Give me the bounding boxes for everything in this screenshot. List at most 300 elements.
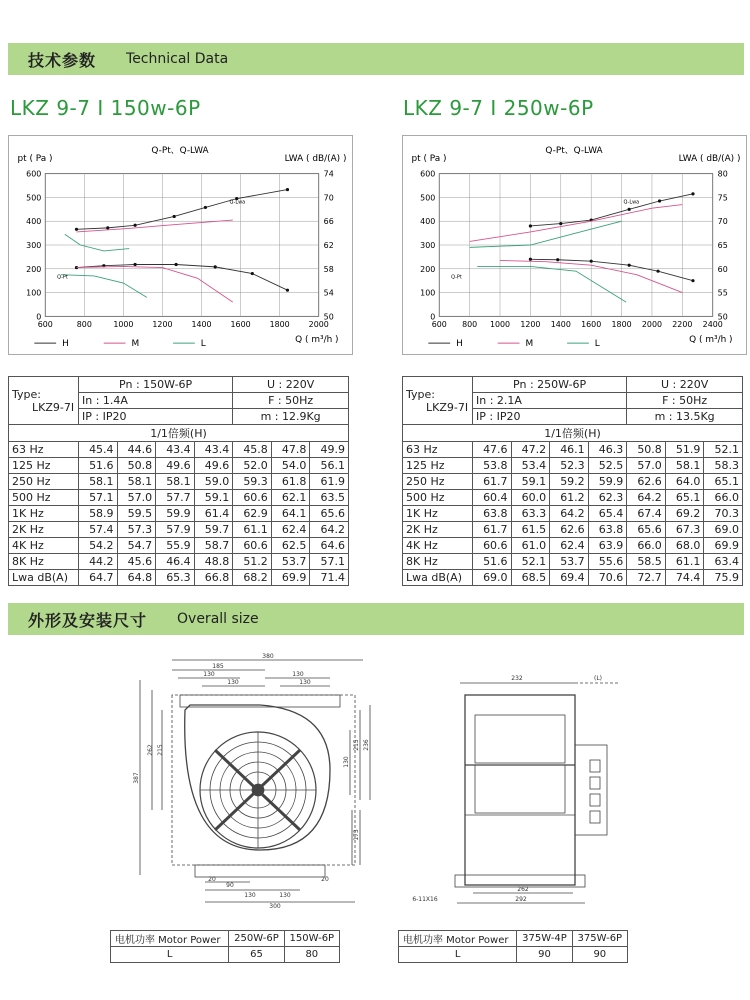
x-tick-label: 2400 <box>702 320 723 330</box>
x-tick-label: 1200 <box>152 320 173 330</box>
current: In : 1.4A <box>79 393 233 409</box>
band-value: 59.1 <box>511 474 550 490</box>
band-value: 54.0 <box>271 458 310 474</box>
band-value: 57.3 <box>117 522 156 538</box>
x-tick-label: 1600 <box>581 320 602 330</box>
band-value: 63.3 <box>511 506 550 522</box>
dim-slot: 6-11X16 <box>412 896 438 903</box>
band-value: 60.0 <box>511 490 550 506</box>
dim-262-side: 262 <box>517 886 529 893</box>
motor-col-header: 375W-6P <box>572 931 627 947</box>
dim-130-e: 130 <box>343 756 350 768</box>
band-value: 66.0 <box>704 490 743 506</box>
band-value: 63.4 <box>704 554 743 570</box>
band-value: 65.3 <box>156 570 195 586</box>
data-point <box>134 263 137 266</box>
band-value: 61.1 <box>233 522 272 538</box>
band-label: Lwa dB(A) <box>403 570 473 586</box>
series-line-m <box>470 205 683 242</box>
x-axis-label: Q ( m³/h ) <box>295 335 339 346</box>
band-value: 66.0 <box>627 538 666 554</box>
type-cell <box>403 377 473 425</box>
y-tick-label: 400 <box>26 217 42 227</box>
table-row <box>403 554 743 570</box>
y2-tick-label: 65 <box>717 240 728 250</box>
y-tick-label: 600 <box>420 169 436 179</box>
band-value: 61.9 <box>310 474 349 490</box>
y2-tick-label: 54 <box>323 288 334 298</box>
front-view-drawing <box>120 650 380 910</box>
motor-power-label: 电机功率 Motor Power <box>111 931 229 947</box>
band-value: 52.1 <box>511 554 550 570</box>
motor-row-value: 65 <box>229 947 284 963</box>
band-value: 60.6 <box>233 490 272 506</box>
legend-label: L <box>594 339 600 350</box>
table-row <box>403 506 743 522</box>
band-value: 57.1 <box>310 554 349 570</box>
y2-tick-label: 70 <box>323 193 334 203</box>
table-row <box>9 458 349 474</box>
dim-215-right: 215 <box>353 739 360 751</box>
band-value: 57.4 <box>79 522 118 538</box>
band-value: 55.9 <box>156 538 195 554</box>
band-value: 66.8 <box>194 570 233 586</box>
x-tick-label: 1000 <box>489 320 511 330</box>
band-value: 58.1 <box>156 474 195 490</box>
band-value: 46.3 <box>588 442 627 458</box>
band-value: 65.6 <box>627 522 666 538</box>
band-value: 75.9 <box>704 570 743 586</box>
table-row <box>403 522 743 538</box>
y-tick-label: 500 <box>26 193 42 203</box>
dim-90: 90 <box>226 882 234 889</box>
table-row <box>403 570 743 586</box>
curve-label-lwa: Q-Lwa <box>623 199 640 206</box>
table-row <box>9 570 349 586</box>
band-value: 64.2 <box>310 522 349 538</box>
section-title-en: Technical Data <box>126 51 229 67</box>
motor-row-label: L <box>399 947 517 963</box>
band-value: 57.9 <box>156 522 195 538</box>
band-value: 57.7 <box>156 490 195 506</box>
y2-tick-label: 50 <box>323 312 334 322</box>
y-tick-label: 100 <box>420 288 436 298</box>
data-point <box>286 188 289 191</box>
band-value: 52.3 <box>550 458 589 474</box>
band-value: 69.2 <box>665 506 704 522</box>
data-point <box>134 224 137 227</box>
band-value: 63.8 <box>588 522 627 538</box>
band-value: 62.3 <box>588 490 627 506</box>
mass: m : 13.5Kg <box>627 409 743 425</box>
band-value: 58.5 <box>627 554 666 570</box>
band-value: 59.9 <box>588 474 627 490</box>
band-value: 58.1 <box>117 474 156 490</box>
band-value: 57.0 <box>627 458 666 474</box>
dim-292: 292 <box>515 896 527 903</box>
band-value: 48.8 <box>194 554 233 570</box>
x-tick-label: 1400 <box>191 320 212 330</box>
band-value: 51.6 <box>79 458 118 474</box>
band-value: 64.8 <box>117 570 156 586</box>
band-value: 44.2 <box>79 554 118 570</box>
y2-tick-label: 55 <box>717 288 728 298</box>
y2-tick-label: 80 <box>717 169 728 179</box>
y2-tick-label: 50 <box>717 312 728 322</box>
spec-table-left <box>8 376 349 586</box>
y2-tick-label: 66 <box>323 217 334 227</box>
band-value: 69.0 <box>704 522 743 538</box>
band-value: 51.6 <box>473 554 512 570</box>
table-row <box>403 442 743 458</box>
band-value: 47.2 <box>511 442 550 458</box>
dim-185: 185 <box>212 663 224 670</box>
dim-236: 236 <box>363 739 370 751</box>
model-title-left: LKZ 9-7 I 150w-6P <box>10 96 201 120</box>
dim-130-b: 130 <box>292 671 304 678</box>
data-point <box>628 264 631 267</box>
band-value: 59.0 <box>194 474 233 490</box>
band-value: 74.4 <box>665 570 704 586</box>
dim-215-left: 215 <box>157 744 164 756</box>
band-value: 67.3 <box>665 522 704 538</box>
data-point <box>658 199 661 202</box>
band-label: 63 Hz <box>9 442 79 458</box>
band-label: 8K Hz <box>403 554 473 570</box>
band-value: 53.8 <box>473 458 512 474</box>
motor-col-header: 150W-6P <box>284 931 339 947</box>
band-value: 57.0 <box>117 490 156 506</box>
y-tick-label: 0 <box>36 312 42 322</box>
band-label: 500 Hz <box>403 490 473 506</box>
band-label: 4K Hz <box>9 538 79 554</box>
motor-row-label: L <box>111 947 229 963</box>
table-row <box>9 442 349 458</box>
band-value: 52.5 <box>588 458 627 474</box>
spec-table-right <box>402 376 743 586</box>
band-value: 61.1 <box>665 554 704 570</box>
legend-label: M <box>525 339 534 350</box>
table-row <box>9 506 349 522</box>
band-label: 63 Hz <box>403 442 473 458</box>
table-row <box>9 474 349 490</box>
band-value: 58.1 <box>665 458 704 474</box>
band-value: 43.4 <box>194 442 233 458</box>
y-tick-label: 100 <box>26 288 42 298</box>
data-point <box>529 258 532 261</box>
model-title-right: LKZ 9-7 I 250w-6P <box>403 96 594 120</box>
band-value: 58.7 <box>194 538 233 554</box>
band-value: 50.8 <box>627 442 666 458</box>
band-value: 46.4 <box>156 554 195 570</box>
band-value: 53.4 <box>511 458 550 474</box>
x-tick-label: 1800 <box>269 320 290 330</box>
data-point <box>106 226 109 229</box>
band-label: 500 Hz <box>9 490 79 506</box>
band-value: 52.1 <box>704 442 743 458</box>
band-value: 62.6 <box>550 522 589 538</box>
motor-row-value: 90 <box>517 947 572 963</box>
band-value: 63.8 <box>473 506 512 522</box>
dim-232: 232 <box>511 675 523 682</box>
type-cell <box>9 377 79 425</box>
y-tick-label: 0 <box>430 312 436 322</box>
legend-label: M <box>131 339 140 350</box>
y-tick-label: 300 <box>420 240 436 250</box>
dim-130-d: 130 <box>299 679 311 686</box>
band-value: 64.2 <box>627 490 666 506</box>
band-label: 8K Hz <box>9 554 79 570</box>
band-value: 65.1 <box>704 474 743 490</box>
band-value: 60.6 <box>473 538 512 554</box>
ip-rating: IP : IP20 <box>473 409 627 425</box>
dim-130-g: 130 <box>279 892 291 899</box>
band-value: 59.9 <box>156 506 195 522</box>
band-value: 64.2 <box>550 506 589 522</box>
y-axis-label: pt ( Pa ) <box>17 153 53 164</box>
band-value: 70.3 <box>704 506 743 522</box>
band-label: Lwa dB(A) <box>9 570 79 586</box>
table-row <box>403 474 743 490</box>
data-point <box>251 272 254 275</box>
band-value: 62.9 <box>233 506 272 522</box>
mass: m : 12.9Kg <box>233 409 349 425</box>
x-tick-label: 2200 <box>672 320 693 330</box>
band-value: 69.9 <box>704 538 743 554</box>
band-value: 62.1 <box>271 490 310 506</box>
y-tick-label: 200 <box>26 264 42 274</box>
y2-tick-label: 58 <box>323 264 334 274</box>
band-label: 250 Hz <box>9 474 79 490</box>
curve-label-lwa: Q-Lwa <box>229 199 246 206</box>
band-label: 1K Hz <box>9 506 79 522</box>
y-tick-label: 600 <box>26 169 42 179</box>
band-label: 125 Hz <box>403 458 473 474</box>
band-value: 59.2 <box>550 474 589 490</box>
octave-header: 1/1倍频(H) <box>9 425 349 442</box>
y2-axis-label: LWA ( dB/(A) ) <box>678 153 741 164</box>
band-value: 65.4 <box>588 506 627 522</box>
data-point <box>691 192 694 195</box>
band-value: 58.3 <box>704 458 743 474</box>
band-value: 61.7 <box>473 522 512 538</box>
rated-power: Pn : 250W-6P <box>473 377 627 393</box>
band-value: 60.6 <box>233 538 272 554</box>
band-value: 68.0 <box>665 538 704 554</box>
band-value: 71.4 <box>310 570 349 586</box>
band-value: 65.1 <box>665 490 704 506</box>
motor-col-header: 375W-4P <box>517 931 572 947</box>
motor-col-header: 250W-6P <box>229 931 284 947</box>
table-row <box>9 522 349 538</box>
table-row <box>403 538 743 554</box>
series-line-l <box>61 275 147 298</box>
band-value: 64.7 <box>79 570 118 586</box>
data-point <box>691 279 694 282</box>
dim-130-f: 130 <box>244 892 256 899</box>
series-line-m <box>76 266 232 302</box>
voltage: U : 220V <box>627 377 743 393</box>
band-value: 54.2 <box>79 538 118 554</box>
x-tick-label: 2000 <box>641 320 663 330</box>
band-value: 69.9 <box>271 570 310 586</box>
band-value: 61.4 <box>194 506 233 522</box>
dim-262: 262 <box>147 744 154 756</box>
band-value: 60.4 <box>473 490 512 506</box>
current: In : 2.1A <box>473 393 627 409</box>
band-label: 125 Hz <box>9 458 79 474</box>
table-row <box>9 538 349 554</box>
side-view-drawing <box>395 665 635 915</box>
band-value: 61.7 <box>473 474 512 490</box>
dim-130-a: 130 <box>203 671 215 678</box>
band-value: 51.2 <box>233 554 272 570</box>
band-value: 64.0 <box>665 474 704 490</box>
technical-data-banner <box>8 43 744 75</box>
band-value: 61.2 <box>550 490 589 506</box>
band-value: 70.6 <box>588 570 627 586</box>
band-value: 67.4 <box>627 506 666 522</box>
band-value: 50.8 <box>117 458 156 474</box>
y-axis-label: pt ( Pa ) <box>411 153 447 164</box>
data-point <box>175 263 178 266</box>
band-value: 65.6 <box>310 506 349 522</box>
legend-label: L <box>200 339 206 350</box>
band-value: 53.7 <box>550 554 589 570</box>
x-tick-label: 600 <box>37 320 53 330</box>
type-value: LKZ9-7I <box>426 400 469 414</box>
y2-tick-label: 70 <box>717 217 728 227</box>
table-row <box>403 458 743 474</box>
x-tick-label: 1200 <box>520 320 541 330</box>
band-value: 45.8 <box>233 442 272 458</box>
band-value: 59.5 <box>117 506 156 522</box>
data-point <box>559 222 562 225</box>
band-value: 57.1 <box>79 490 118 506</box>
rated-power: Pn : 150W-6P <box>79 377 233 393</box>
type-label: Type: <box>406 387 435 401</box>
band-value: 64.1 <box>271 506 310 522</box>
series-line-h <box>76 265 287 291</box>
band-value: 61.8 <box>271 474 310 490</box>
legend-label: H <box>62 339 69 350</box>
y-tick-label: 500 <box>420 193 436 203</box>
series-line-l <box>477 266 626 302</box>
band-value: 43.4 <box>156 442 195 458</box>
dim-173: 173 <box>353 829 360 841</box>
dim-20-a: 20 <box>208 876 216 883</box>
y2-tick-label: 74 <box>323 169 334 179</box>
x-tick-label: 1400 <box>550 320 571 330</box>
band-value: 64.6 <box>310 538 349 554</box>
dim-L: (L) <box>593 675 603 682</box>
series-line-l <box>65 234 129 251</box>
band-value: 49.6 <box>156 458 195 474</box>
data-point <box>556 258 559 261</box>
band-label: 4K Hz <box>403 538 473 554</box>
y-tick-label: 200 <box>420 264 436 274</box>
band-value: 47.8 <box>271 442 310 458</box>
dim-130-c: 130 <box>227 679 239 686</box>
legend-label: H <box>456 339 463 350</box>
band-value: 51.9 <box>665 442 704 458</box>
band-value: 59.7 <box>194 522 233 538</box>
x-axis-label: Q ( m³/h ) <box>689 335 733 346</box>
motor-table-left <box>110 930 340 963</box>
band-label: 1K Hz <box>403 506 473 522</box>
band-value: 52.0 <box>233 458 272 474</box>
data-point <box>628 208 631 211</box>
section-title-cn-2: 外形及安装尺寸 <box>28 610 148 630</box>
band-value: 58.9 <box>79 506 118 522</box>
band-value: 63.9 <box>588 538 627 554</box>
band-value: 49.6 <box>194 458 233 474</box>
table-row <box>9 490 349 506</box>
band-value: 55.6 <box>588 554 627 570</box>
chart-svg-right <box>403 136 746 354</box>
band-value: 49.9 <box>310 442 349 458</box>
y2-axis-label: LWA ( dB/(A) ) <box>284 153 347 164</box>
ip-rating: IP : IP20 <box>79 409 233 425</box>
x-tick-label: 800 <box>462 320 478 330</box>
band-value: 62.5 <box>271 538 310 554</box>
curve-label-pt: Q-Pt <box>57 274 68 281</box>
table-row <box>403 490 743 506</box>
band-value: 44.6 <box>117 442 156 458</box>
section-title-cn: 技术参数 <box>28 50 97 70</box>
band-label: 250 Hz <box>403 474 473 490</box>
series-line-m <box>76 220 232 232</box>
chart-title: Q-Pt、Q-LWA <box>545 145 603 156</box>
band-value: 56.1 <box>310 458 349 474</box>
dim-380: 380 <box>262 653 274 660</box>
octave-header: 1/1倍频(H) <box>403 425 743 442</box>
frequency: F : 50Hz <box>627 393 743 409</box>
band-value: 72.7 <box>627 570 666 586</box>
band-value: 62.4 <box>550 538 589 554</box>
band-label: 2K Hz <box>403 522 473 538</box>
y2-tick-label: 75 <box>717 193 728 203</box>
voltage: U : 220V <box>233 377 349 393</box>
data-point <box>286 289 289 292</box>
band-value: 68.2 <box>233 570 272 586</box>
dim-20-b: 20 <box>321 876 329 883</box>
data-point <box>204 206 207 209</box>
x-tick-label: 2000 <box>308 320 329 330</box>
motor-table-right <box>398 930 628 963</box>
curve-label-pt: Q-Pt <box>451 274 462 281</box>
data-point <box>590 260 593 263</box>
y-tick-label: 300 <box>26 240 42 250</box>
band-value: 46.1 <box>550 442 589 458</box>
chart-svg-left <box>9 136 352 354</box>
data-point <box>173 215 176 218</box>
band-value: 69.4 <box>550 570 589 586</box>
band-value: 61.5 <box>511 522 550 538</box>
data-point <box>529 224 532 227</box>
section-title-en-2: Overall size <box>177 611 259 627</box>
table-row <box>9 554 349 570</box>
data-point <box>656 270 659 273</box>
x-tick-label: 1000 <box>113 320 134 330</box>
band-value: 59.1 <box>194 490 233 506</box>
y-tick-label: 400 <box>420 217 436 227</box>
band-value: 61.0 <box>511 538 550 554</box>
y2-tick-label: 62 <box>323 240 334 250</box>
data-point <box>75 228 78 231</box>
dim-387: 387 <box>133 772 140 784</box>
performance-chart-left <box>8 135 353 355</box>
